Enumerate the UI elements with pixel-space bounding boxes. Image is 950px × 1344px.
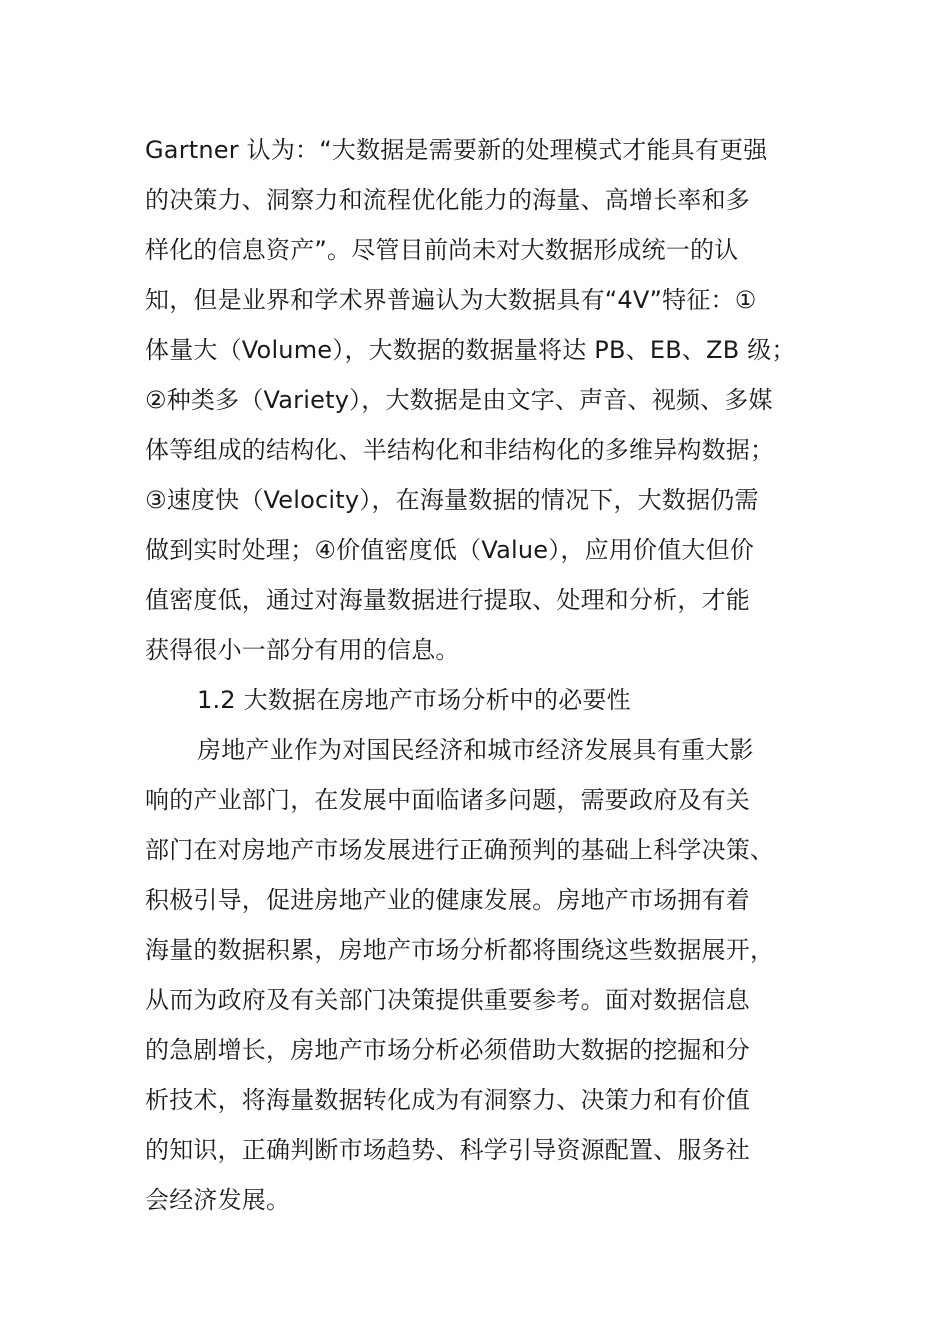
text-line: 从而为政府及有关部门决策提供重要参考。面对数据信息: [145, 986, 750, 1014]
text-line: 会经济发展。: [145, 1186, 291, 1214]
text-line: 值密度低，通过对海量数据进行提取、处理和分析，才能: [145, 586, 750, 614]
text-line: 房地产业作为对国民经济和城市经济发展具有重大影: [197, 736, 754, 764]
text-line: 析技术，将海量数据转化成为有洞察力、决策力和有价值: [145, 1086, 750, 1114]
paragraph-real-estate-necessity: [145, 725, 810, 1225]
text-line: Gartner 认为：“大数据是需要新的处理模式才能具有更强: [145, 136, 768, 164]
text-line: 体量大（Volume），大数据的数据量将达 PB、EB、ZB 级；: [145, 336, 796, 364]
text-line: 海量的数据积累，房地产市场分析都将围绕这些数据展开，: [145, 936, 775, 964]
text-line: 的急剧增长，房地产市场分析必须借助大数据的挖掘和分: [145, 1036, 750, 1064]
text-line: ③速度快（Velocity），在海量数据的情况下，大数据仍需: [145, 486, 759, 514]
paragraph-big-data-definition: [145, 125, 810, 675]
text-line: 的知识，正确判断市场趋势、科学引导资源配置、服务社: [145, 1136, 750, 1164]
document-body: [145, 125, 810, 1225]
text-line: 积极引导，促进房地产业的健康发展。房地产市场拥有着: [145, 886, 750, 914]
text-line: 获得很小一部分有用的信息。: [145, 636, 460, 664]
text-line: 的决策力、洞察力和流程优化能力的海量、高增长率和多: [145, 186, 750, 214]
text-line: 样化的信息资产”。尽管目前尚未对大数据形成统一的认: [145, 236, 739, 264]
text-line: 响的产业部门，在发展中面临诸多问题，需要政府及有关: [145, 786, 750, 814]
text-line: 体等组成的结构化、半结构化和非结构化的多维异构数据；: [145, 436, 775, 464]
section-heading: 1.2 大数据在房地产市场分析中的必要性: [197, 686, 631, 714]
text-line: ②种类多（Variety），大数据是由文字、声音、视频、多媒: [145, 386, 773, 414]
text-line: 部门在对房地产市场发展进行正确预判的基础上科学决策、: [145, 836, 775, 864]
text-line: 做到实时处理；④价值密度低（Value），应用价值大但价: [145, 536, 755, 564]
text-line: 知，但是业界和学术界普遍认为大数据具有“4V”特征：①: [145, 286, 757, 314]
